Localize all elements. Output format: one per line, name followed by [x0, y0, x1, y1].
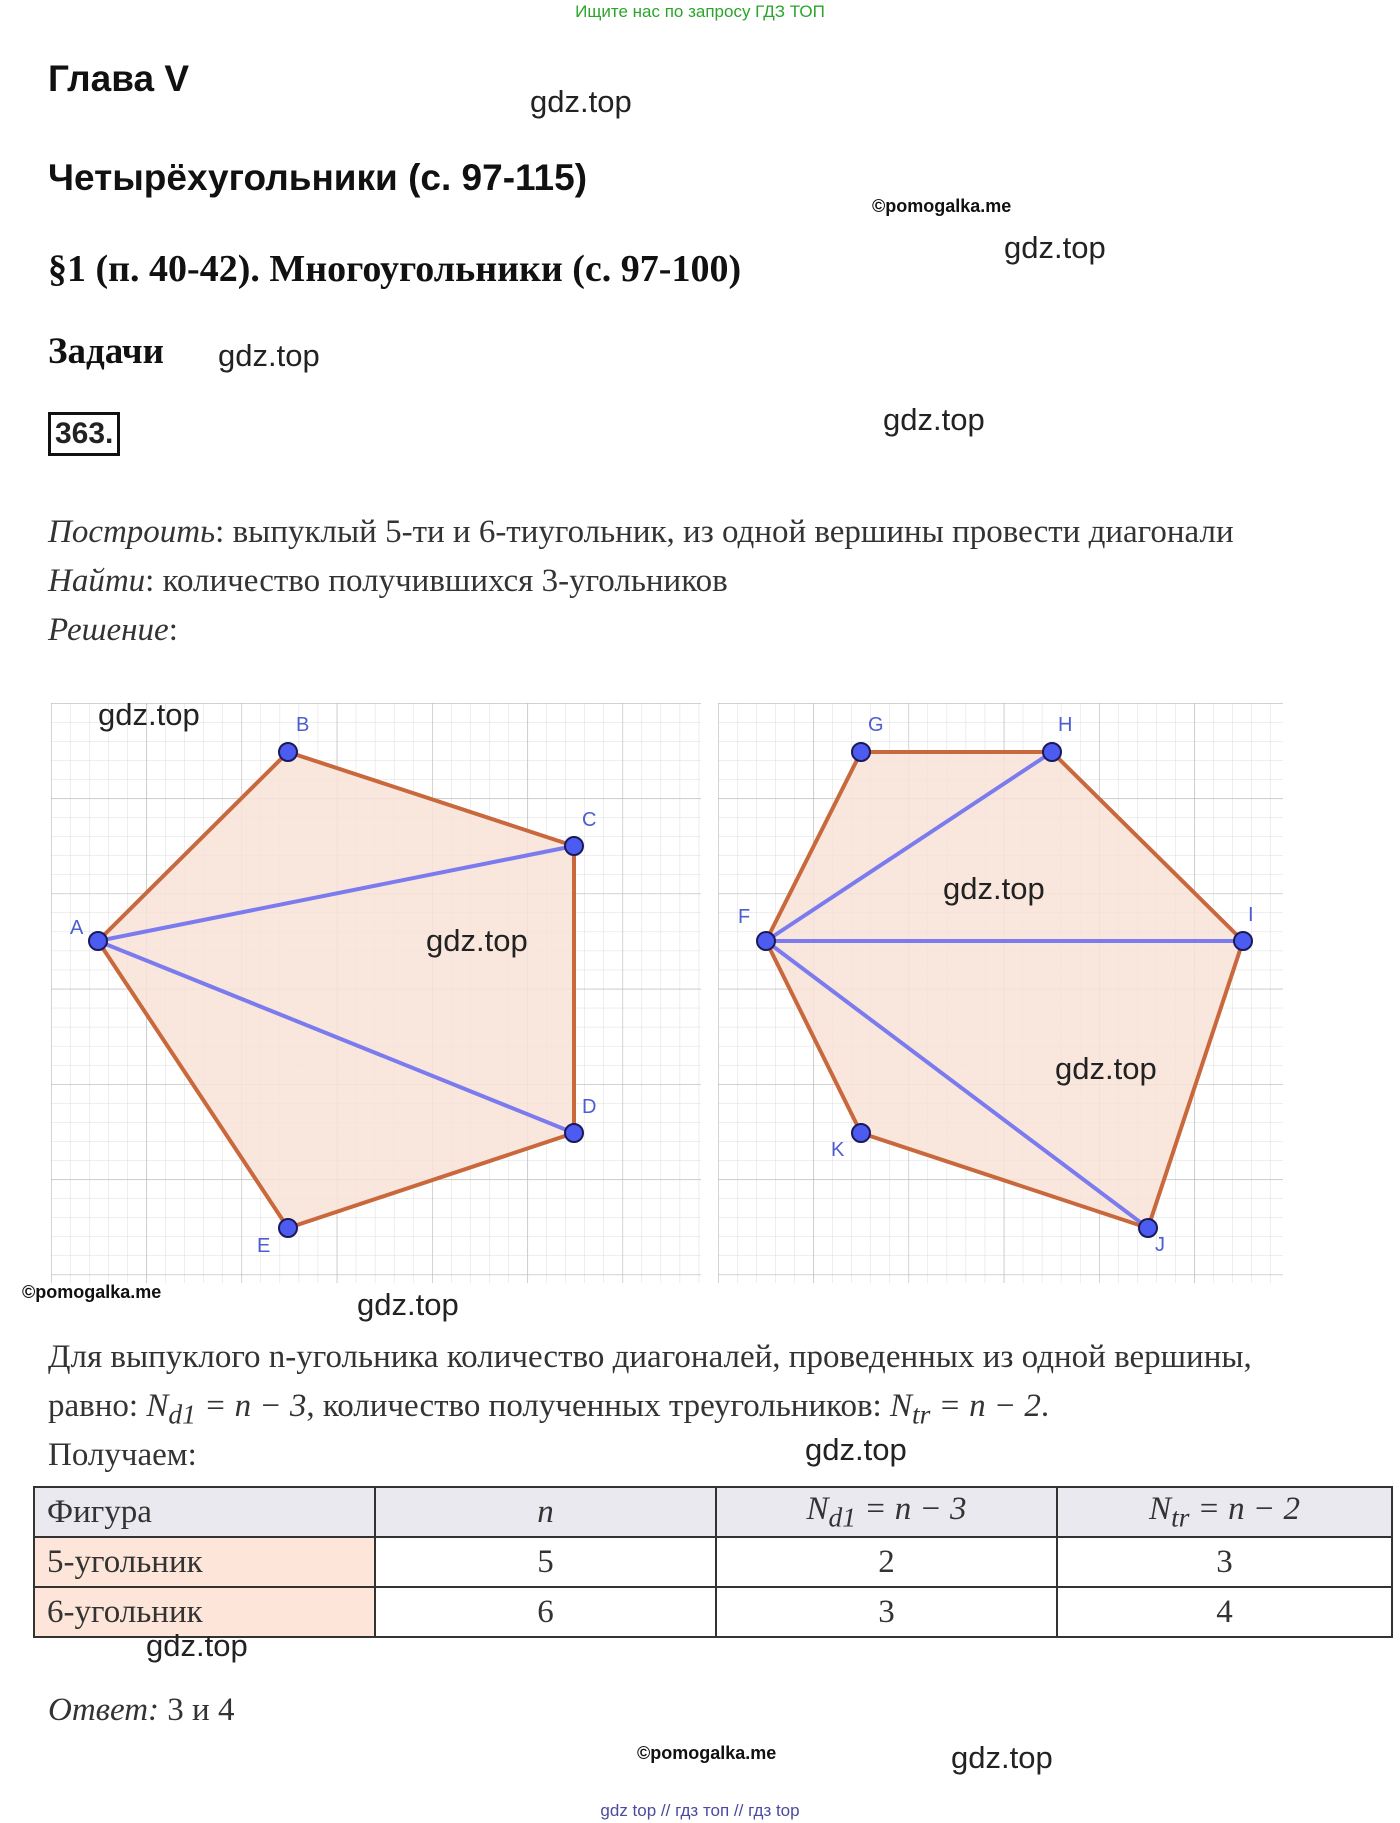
- copyright-mark: ©pomogalka.me: [637, 1743, 777, 1763]
- row-nd: 3: [716, 1587, 1057, 1637]
- formula-rest: = n − 2: [930, 1388, 1041, 1424]
- vertex-label-d: D: [582, 1096, 597, 1118]
- chapter-heading: Глава V: [48, 58, 190, 99]
- vertex-h: [1043, 743, 1061, 761]
- formula-ntr: [889, 1388, 1041, 1430]
- watermark: gdz.top: [98, 697, 200, 732]
- vertex-a: [89, 932, 107, 950]
- header-symbol: N: [806, 1490, 829, 1527]
- vertex-label-a: A: [70, 917, 84, 939]
- polygons-figure: [0, 690, 1400, 1290]
- table-header-row: [34, 1487, 1392, 1537]
- tasks-heading: Задачи: [48, 331, 164, 372]
- watermark: gdz.top: [951, 1740, 1053, 1775]
- solution-line: [48, 612, 178, 649]
- top-search-link[interactable]: Ищите нас по запросу ГДЗ ТОП: [575, 2, 825, 21]
- copyright-mark: ©pomogalka.me: [22, 1282, 162, 1302]
- vertex-label-i: I: [1248, 904, 1254, 926]
- row-n: 6: [375, 1587, 716, 1637]
- vertex-e: [279, 1219, 297, 1237]
- header-subscript: tr: [1171, 1501, 1190, 1533]
- vertex-label-g: G: [868, 714, 884, 736]
- watermark: gdz.top: [426, 923, 528, 958]
- vertex-d: [565, 1124, 583, 1142]
- table-row: [34, 1537, 1392, 1587]
- watermark: gdz.top: [1004, 230, 1106, 265]
- vertex-c: [565, 837, 583, 855]
- watermark: gdz.top: [1055, 1051, 1157, 1086]
- answer-label: Ответ:: [48, 1692, 160, 1728]
- explanation-line-1: Для выпуклого n-угольника количество диагоналей, проведенных из одной вершины,: [48, 1339, 1252, 1375]
- watermark: gdz.top: [883, 402, 985, 437]
- formula-nd1: [146, 1388, 307, 1430]
- task-number: 363.: [48, 412, 120, 456]
- formula-subscript: tr: [911, 1398, 931, 1430]
- vertex-label-k: K: [831, 1139, 845, 1161]
- vertex-label-f: F: [738, 906, 751, 928]
- watermark: gdz.top: [146, 1628, 248, 1663]
- header-rest: = n − 3: [855, 1490, 967, 1527]
- build-line: [48, 514, 1234, 551]
- header-nd1: [716, 1487, 1057, 1537]
- find-line: [48, 563, 728, 600]
- vertex-label-b: B: [296, 714, 310, 736]
- row-ntr: 3: [1057, 1537, 1392, 1587]
- build-label: Построить: [48, 514, 216, 550]
- solution-colon: :: [168, 612, 178, 648]
- text-period: .: [1040, 1388, 1050, 1424]
- vertex-b: [279, 743, 297, 761]
- answer-line: [48, 1692, 234, 1729]
- footer-links[interactable]: gdz top // гдз топ // гдз top: [600, 1801, 800, 1820]
- vertex-f: [757, 932, 775, 950]
- watermark: gdz.top: [530, 84, 632, 119]
- row-nd: 2: [716, 1537, 1057, 1587]
- text-equals: равно:: [48, 1388, 147, 1424]
- formula-symbol: N: [889, 1388, 912, 1424]
- header-n: n: [375, 1487, 716, 1537]
- vertex-label-e: E: [257, 1235, 271, 1257]
- watermark: gdz.top: [943, 871, 1045, 906]
- vertex-k: [852, 1124, 870, 1142]
- vertex-label-c: C: [582, 809, 597, 831]
- explanation-line-2: [48, 1388, 1049, 1431]
- row-figure: 5-угольник: [34, 1537, 375, 1587]
- find-label: Найти: [48, 563, 146, 599]
- header-symbol: N: [1149, 1490, 1172, 1527]
- row-ntr: 4: [1057, 1587, 1392, 1637]
- header-subscript: d1: [828, 1501, 856, 1533]
- vertex-g: [852, 743, 870, 761]
- copyright-mark: ©pomogalka.me: [872, 196, 1012, 216]
- find-text: : количество получившихся 3-угольников: [145, 563, 728, 599]
- header-ntr: [1057, 1487, 1392, 1537]
- solution-label: Решение: [48, 612, 169, 648]
- vertex-label-h: H: [1058, 714, 1073, 736]
- formula-subscript: d1: [168, 1398, 196, 1430]
- section-title: §1 (п. 40-42). Многоугольники (с. 97-100): [48, 248, 742, 290]
- formula-rest: = n − 3: [195, 1388, 307, 1424]
- explanation-line-3: Получаем:: [48, 1437, 197, 1473]
- build-text: : выпуклый 5-ти и 6-тиугольник, из одной вершины провести диагонали: [215, 514, 1234, 550]
- watermark: gdz.top: [218, 338, 320, 373]
- row-n: 5: [375, 1537, 716, 1587]
- header-rest: = n − 2: [1189, 1490, 1300, 1527]
- row-figure: 6-угольник: [34, 1587, 375, 1637]
- formula-symbol: N: [146, 1388, 169, 1424]
- text-triangles: , количество полученных треугольников:: [306, 1388, 890, 1424]
- header-figure: Фигура: [34, 1487, 375, 1537]
- chapter-title: Четырёхугольники (с. 97-115): [48, 157, 588, 198]
- watermark: gdz.top: [357, 1287, 459, 1322]
- answer-text: 3 и 4: [159, 1692, 235, 1728]
- vertex-label-j: J: [1155, 1234, 1165, 1256]
- results-table: [33, 1486, 1393, 1638]
- vertex-i: [1234, 932, 1252, 950]
- watermark: gdz.top: [805, 1432, 907, 1467]
